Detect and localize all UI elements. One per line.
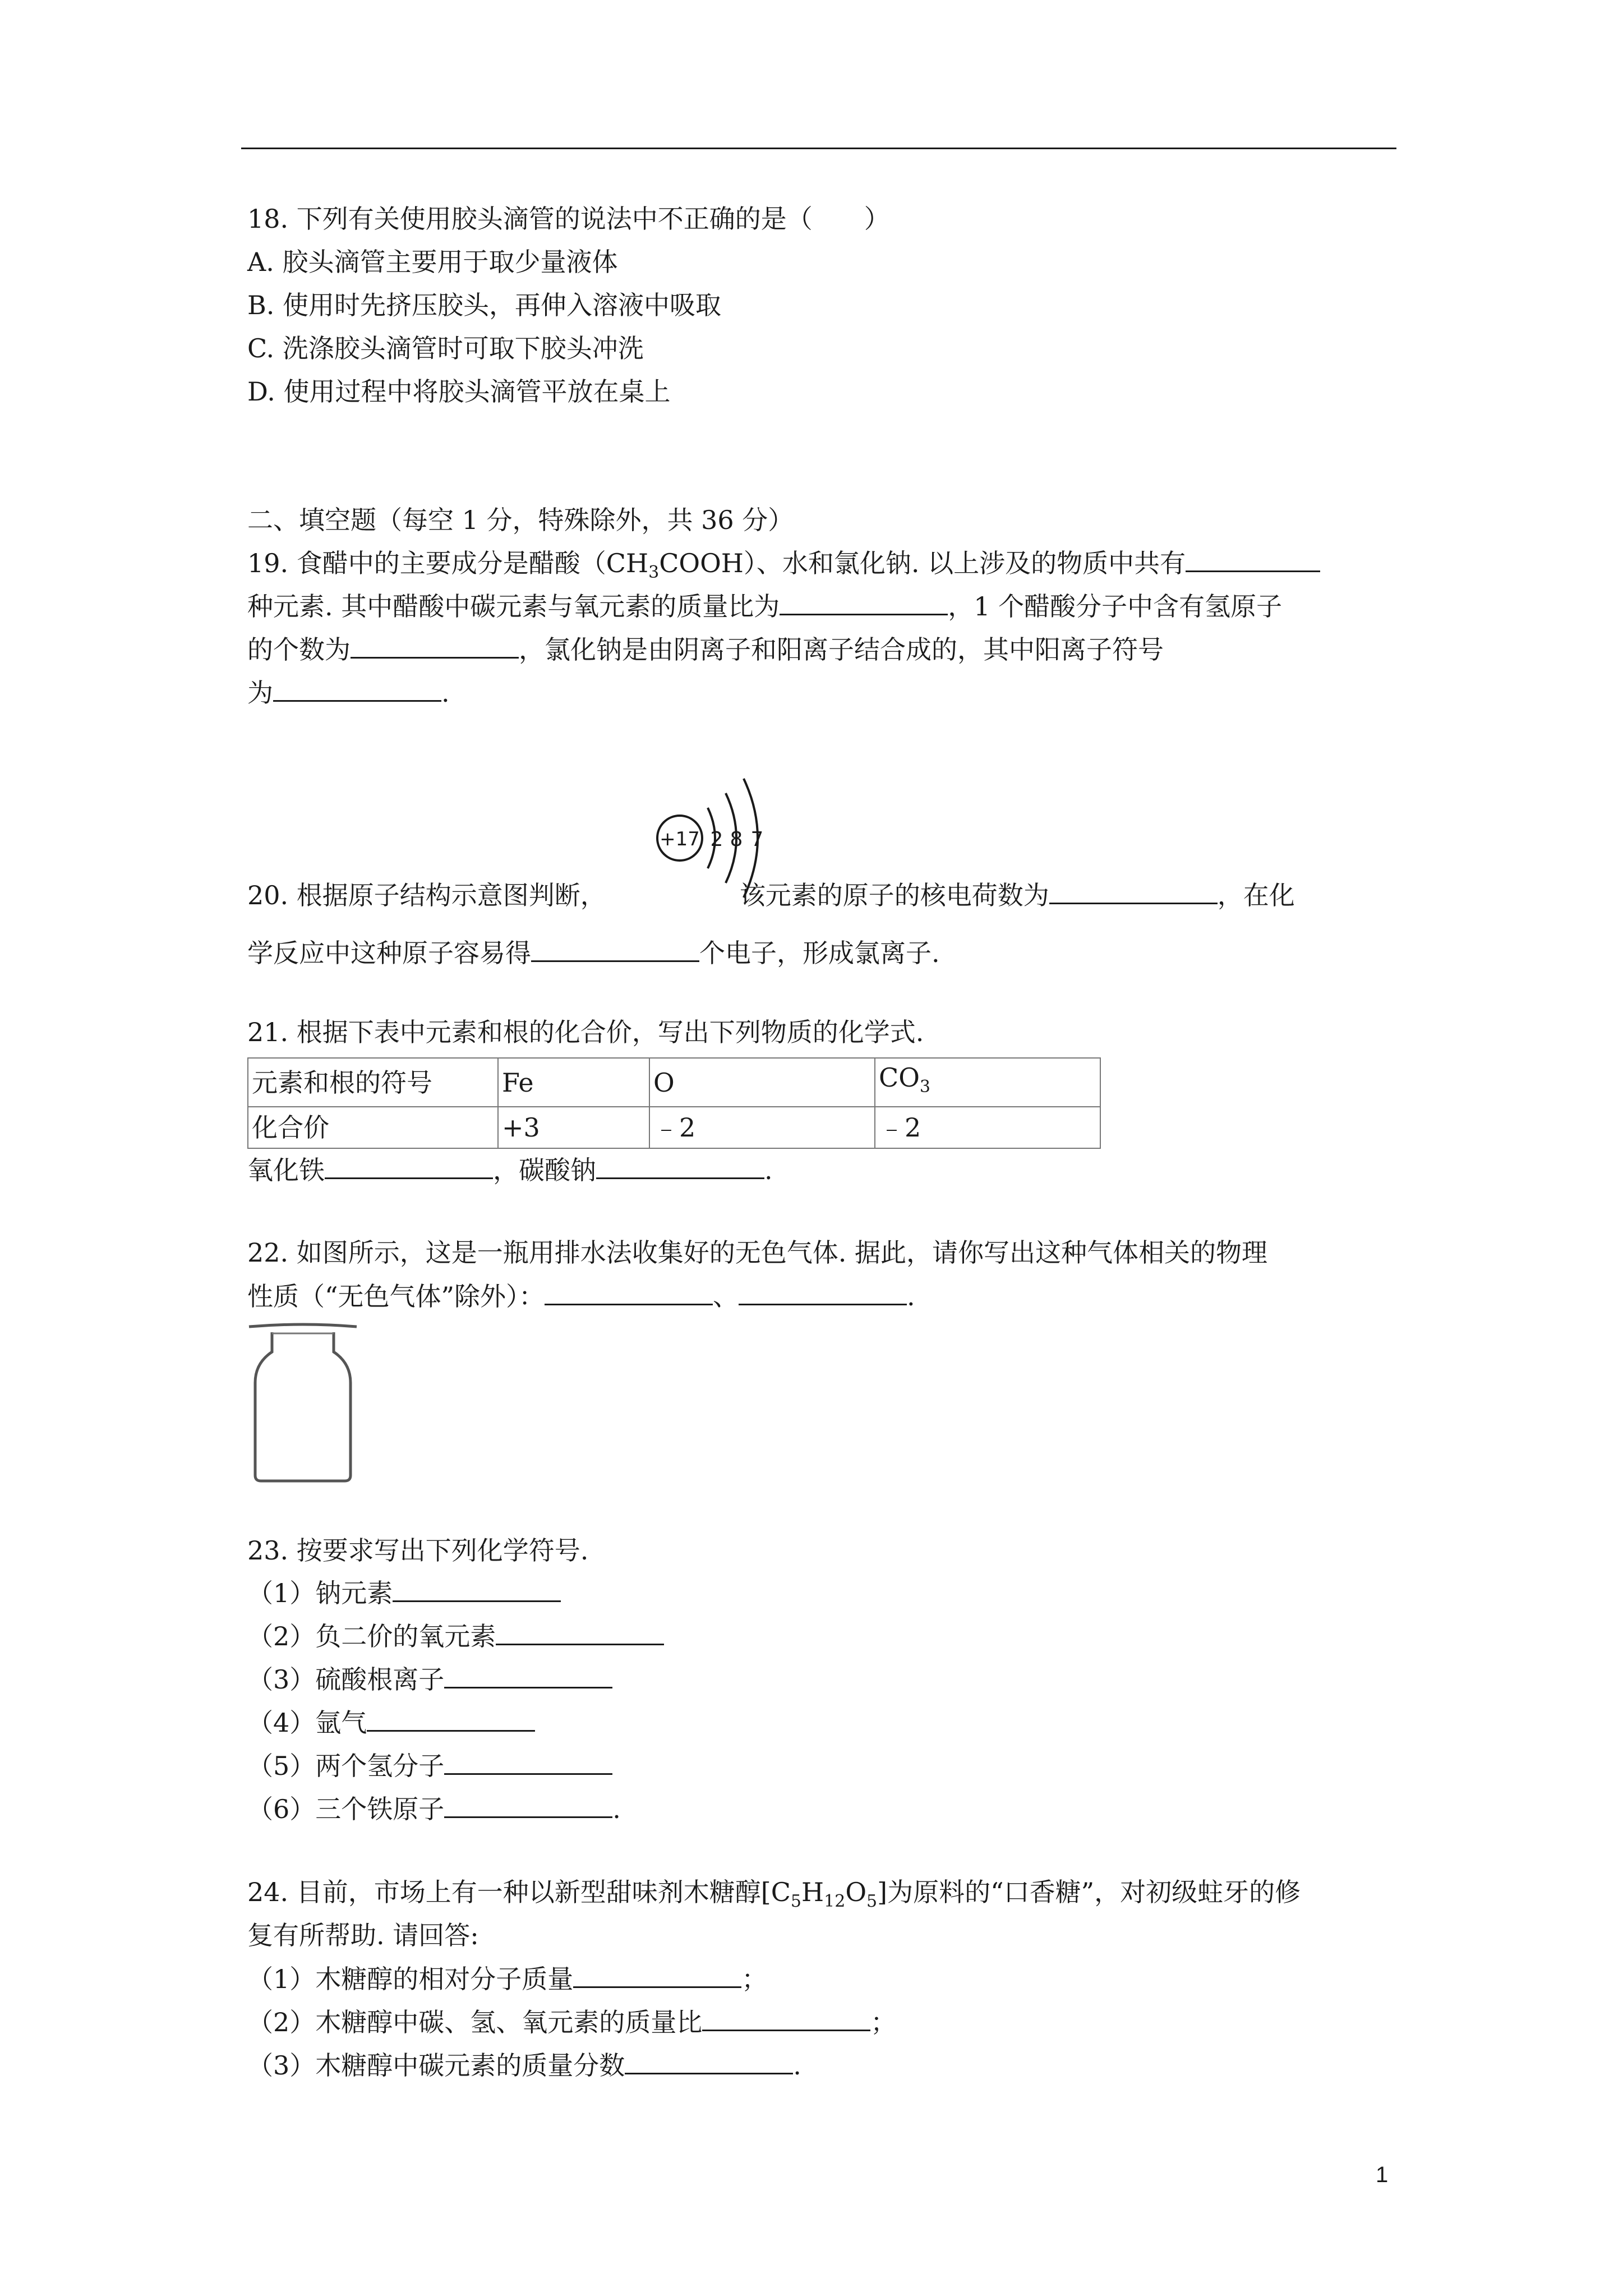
q24-item-2: （2）木糖醇中碳、氢、氧元素的质量比 ； [247, 2005, 896, 2039]
q24-blank-2[interactable] [702, 2005, 870, 2031]
q18-option-d: D. 使用过程中将胶头滴管平放在桌上 [247, 376, 671, 407]
header-rule [241, 148, 1396, 149]
q19-blank-3[interactable] [351, 632, 519, 659]
q19-blank-4[interactable] [273, 675, 441, 702]
q18-option-b: B. 使用时先挤压胶头，再伸入溶液中吸取 [247, 290, 722, 320]
q24-blank-3[interactable] [625, 2048, 793, 2074]
q20-blank-2[interactable] [531, 936, 699, 962]
q21-answer-line: 氧化铁 ，碳酸钠 . [247, 1153, 773, 1187]
q19-blank-1[interactable] [1186, 546, 1320, 572]
q19-line-3: 的个数为 ，氯化钠是由阴离子和阳离子结合成的，其中阳离子符号 [247, 632, 1164, 666]
q21-blank-2[interactable] [596, 1153, 764, 1179]
section-title: 二、填空题（每空 1 分，特殊除外，共 36 分） [247, 505, 794, 535]
q23-item-4: （4）氩气 [247, 1705, 535, 1740]
q23-item-5: （5）两个氢分子 [247, 1749, 612, 1783]
q23-blank-1[interactable] [393, 1576, 561, 1602]
q24-item-1: （1）木糖醇的相对分子质量 ； [247, 1962, 767, 1996]
q18-stem: 18. 下列有关使用胶头滴管的说法中不正确的是（ ） [247, 204, 890, 234]
jar-outline [255, 1332, 351, 1481]
table-cell: 化合价 [248, 1107, 498, 1148]
q24-item-3: （3）木糖醇中碳元素的质量分数 . [247, 2048, 801, 2082]
q23-blank-5[interactable] [444, 1749, 612, 1775]
q20-line-2: 学反应中这种原子容易得 个电子，形成氯离子. [247, 936, 940, 970]
q19-line-2: 种元素. 其中醋酸中碳元素与氧元素的质量比为 ，1 个醋酸分子中含有氢原子 [247, 589, 1282, 623]
q20-blank-1[interactable] [1049, 878, 1218, 904]
q23-blank-3[interactable] [444, 1662, 612, 1688]
q19-line-4: 为 . [247, 675, 450, 710]
shell-count-2: 8 [730, 828, 743, 851]
q24-line-2: 复有所帮助. 请回答: [247, 1920, 479, 1950]
shell-count-3: 7 [750, 828, 764, 851]
q23-stem: 23. 按要求写出下列化学符号. [247, 1535, 589, 1566]
q23-item-3: （3）硫酸根离子 [247, 1662, 612, 1696]
q23-blank-4[interactable] [367, 1705, 535, 1732]
table-cell: $CO_3$ [875, 1058, 1100, 1107]
table-row [248, 1107, 1100, 1148]
q24-blank-1[interactable] [573, 1962, 741, 1988]
q23-item-6: （6）三个铁原子 . [247, 1792, 621, 1826]
q20-line-1: 20. 根据原子结构示意图判断， 该元素的原子的核电荷数为 ，在化 [247, 878, 1295, 912]
table-cell: 元素和根的符号 [248, 1058, 498, 1107]
q18-option-a: A. 胶头滴管主要用于取少量液体 [247, 247, 618, 277]
q22-blank-1[interactable] [545, 1279, 713, 1305]
q22-blank-2[interactable] [739, 1279, 907, 1305]
q24-line-1: 24. 目前，市场上有一种以新型甜味剂木糖醇$[C_5H_{12}O_5]$为原料的“口香糖”，对初级蛀牙的修 [247, 1877, 1301, 1911]
table-cell: +3 [498, 1107, 649, 1148]
q18-option-c: C. 洗涤胶头滴管时可取下胶头冲洗 [247, 333, 644, 364]
table-cell: O [649, 1058, 875, 1107]
q22-line-2: 性质（“无色气体”除外）： 、 . [247, 1279, 915, 1313]
nucleus-charge: +17 [660, 828, 700, 850]
gas-jar-image [247, 1321, 359, 1489]
q23-blank-6[interactable] [444, 1792, 612, 1818]
q22-line-1: 22. 如图所示，这是一瓶用排水法收集好的无色气体. 据此，请你写出这种气体相关的物理 [247, 1237, 1268, 1268]
table-cell: ﹣2 [875, 1107, 1100, 1148]
q23-item-1: （1）钠元素 [247, 1576, 561, 1610]
table-cell: ﹣2 [649, 1107, 875, 1148]
q21-blank-1[interactable] [325, 1153, 493, 1179]
q19-blank-2[interactable] [780, 589, 948, 615]
q23-blank-2[interactable] [496, 1619, 664, 1645]
q19-line-1: 19. 食醋中的主要成分是醋酸$(CH_3COOH)$、水和氯化钠. 以上涉及的物质中共有 [247, 546, 1320, 590]
q23-item-2: （2）负二价的氧元素 [247, 1619, 664, 1653]
glass-plate [249, 1324, 357, 1327]
table-row [248, 1058, 1100, 1107]
q21-stem: 21. 根据下表中元素和根的化合价，写出下列物质的化学式. [247, 1017, 924, 1047]
table-cell: Fe [498, 1058, 649, 1107]
shell-count-1: 2 [710, 828, 723, 851]
valence-table [247, 1057, 1101, 1149]
page-number: 1 [1376, 2162, 1389, 2187]
